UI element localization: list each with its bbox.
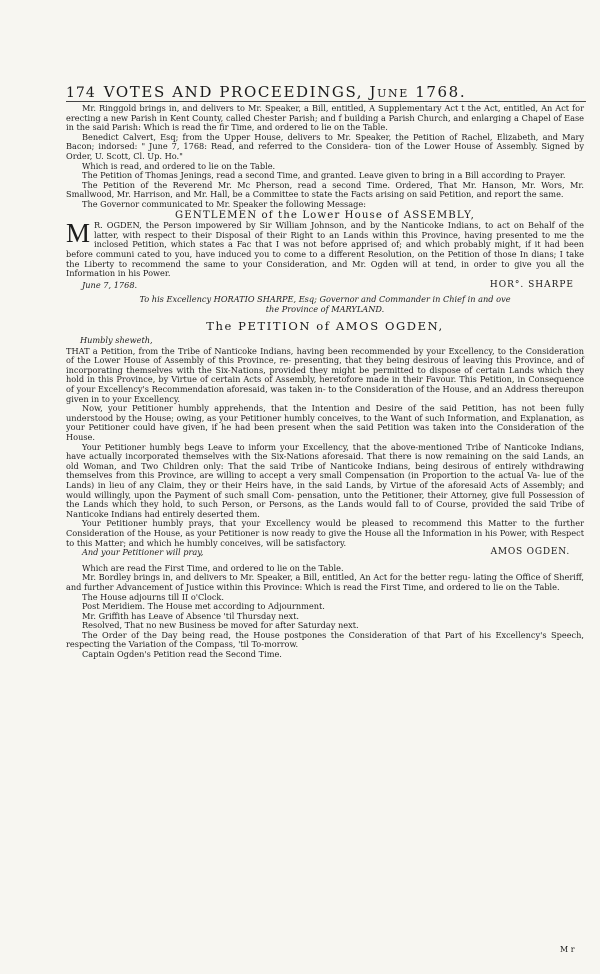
paragraph: The Governor communicated to Mr. Speaker the following Message: <box>82 198 366 209</box>
paragraph: The Petition of Thomas Jenings, read a second Time, and granted. Leave given to bring in a Bill according to Prayer. <box>82 170 566 181</box>
paragraph: The Petition of the Reverend Mr. Mc Pherson, read a second Time. Ordered, That Mr. Hanson, Mr. Wors, Mr. Smallwood, Mr. Harrison, and Mr. Hall, be a Committee to state the Facts arising on said Petition, and report the same. <box>66 179 584 200</box>
message-text <box>66 218 584 279</box>
paragraph: The Order of the Day being read, the House postpones the Consideration of that Part of his Excellency's Speech, respecting the Variation of the Compass, 'til To-morrow. <box>66 629 584 650</box>
paragraph: Mr. Bordley brings in, and delivers to Mr. Speaker, a Bill, entitled, An Act for the better regu- lating the Office of Sheriff, and further Advancement of Justice within this Province: Which is read the First Time, and ordered to lie on the Table. <box>66 572 584 592</box>
page-number: 174 <box>66 85 96 101</box>
paragraph: Mr. Griffith has Leave of Absence 'til Thursday next. <box>82 610 300 621</box>
drop-cap: M <box>66 218 91 249</box>
message-signline <box>66 281 584 291</box>
petition-closing: And your Petitioner will pray, <box>82 547 204 558</box>
header-rule <box>66 101 586 102</box>
petition-humbly: Humbly sheweth, <box>80 335 153 346</box>
address-line-2: the Province of MARYLAND. <box>265 303 385 314</box>
paragraph: Benedict Calvert, Esq; from the Upper House, delivers to Mr. Speaker, the Petition of Rachel, Elizabeth, and Mary Bacon; indorsed: " June 7, 1768: Read, and referred to the Considera- tion of the Lower House of Assembly. Signed by Order, U. Scott, Cl. Up. Ho." <box>66 131 584 161</box>
paragraph: Mr. Ringgold brings in, and delivers to Mr. Speaker, a Bill, entitled, A Supplementary Act t the Act, entitled, An Act for erecting a new Parish in Kent County, called Chester Parish; and f building a Parish Church, and enlarging a Chapel of Ease in the said Parish: Which is read the fir Time, and ordered to lie on the Table. <box>66 103 584 133</box>
petition-paragraph: Your Petitioner humbly begs Leave to inform your Excellency, that the above-mentioned Tribe of Nanticoke Indians, have actually incorporated themselves with the Six-Nations aforesaid. That there is now remaining on the said Lands, an old Woman, and Two Children only: That the said Tribe of Nanticoke Indians, being desirous of entirely withdrawing themselves from this Province, are willing to accept a very small Compensation (in Proportion to the actual Va- lue of the Lands) in lieu of any Claim, they or their Heirs have, in the said Lands, by Virtue of the aforesaid Acts of Assembly; and would willingly, upon the Payment of such small Com- pensation, unto the Petitioner, their Attorney, give full Possession of the Lands which they hold, to such Person, or Persons, as the Lands would fall to of Course, provided the said Tribe of Nanticoke Indians had entirely deserted them. <box>66 441 584 519</box>
petition-signature: AMOS OGDEN. <box>490 547 570 558</box>
message-body: R. OGDEN, the Person impowered by Sir William Johnson, and by the Nanticoke Indians, to act on Behalf of the latter, with respect to their Disposal of their Right to an Lands within this Province, having presented to me the inclosed Petition, which states a Fac that I was not before apprised of; and which probably might, if it had been before communi cated to you, have induced you to come to a different Resolution, on the Petition of those In dians; I take the Liberty to recommend the same to your Consideration, and Mr. Ogden will at tend, in order to give you all the Information in his Power. <box>66 220 584 279</box>
petition-closing-line <box>66 548 584 558</box>
petition-title: The PETITION of AMOS OGDEN, <box>206 319 444 334</box>
page-header <box>66 83 586 101</box>
paragraph: Captain Ogden's Petition read the Second Time. <box>82 649 282 660</box>
running-title: VOTES AND PROCEEDINGS, June 1768. <box>103 83 467 101</box>
catchword: M r <box>560 945 575 954</box>
paragraph: Which is read, and ordered to lie on the Table. <box>82 160 276 171</box>
paragraph: Post Meridiem. The House met according to Adjournment. <box>82 601 325 612</box>
message-salutation: GENTLEMEN of the Lower House of ASSEMBLY, <box>175 209 475 221</box>
message-signature: HOR°. SHARPE <box>489 279 574 290</box>
message-date: June 7, 1768. <box>82 279 138 290</box>
petition-paragraph: Your Petitioner humbly prays, that your Excellency would be pleased to recommend this Matter to the further Consideration of the House, as your Petitioner is now ready to give the House all the Information in his Power, with Respect to this Matter; and which he humbly conceives, will be satisfactory. <box>66 518 584 548</box>
document-body <box>66 104 584 660</box>
paragraph: The House adjourns till II o'Clock. <box>82 591 224 602</box>
petition-paragraph: Now, your Petitioner humbly apprehends, that the Intention and Desire of the said Petition, has not been fully understood by the House; owing, as your Petitioner humbly conceives, to the Want of such Information, and Explanation, as your Petitioner could have given, if he had been present when the said Petition was taken into the Consideration of the House. <box>66 403 584 442</box>
petition-paragraph: THAT a Petition, from the Tribe of Nanticoke Indians, having been recommended by your Excellency, to the Consideration of the Lower House of Assembly of this Province, re- presenting, that they being desirous of leaving this Province, and of incorporating themselves with the Six-Nations, provided they might be permitted to dispose of certain Lands which they hold in this Province, by Virtue of certain Acts of Assembly, heretofore made in their Favour. This Petition, in Consequence of your Excellency's Recommendation aforesaid, was taken in- to the Consideration of the House, and an Address thereupon given in to your Excellency. <box>66 345 584 404</box>
address-text: To his Excellency HORATIO SHARPE, Esq; Governor and Commander in Chief in and ove <box>139 294 511 305</box>
paragraph: Which are read the First Time, and ordered to lie on the Table. <box>82 562 344 573</box>
paragraph: Resolved, That no new Business be moved for after Saturday next. <box>82 620 359 631</box>
